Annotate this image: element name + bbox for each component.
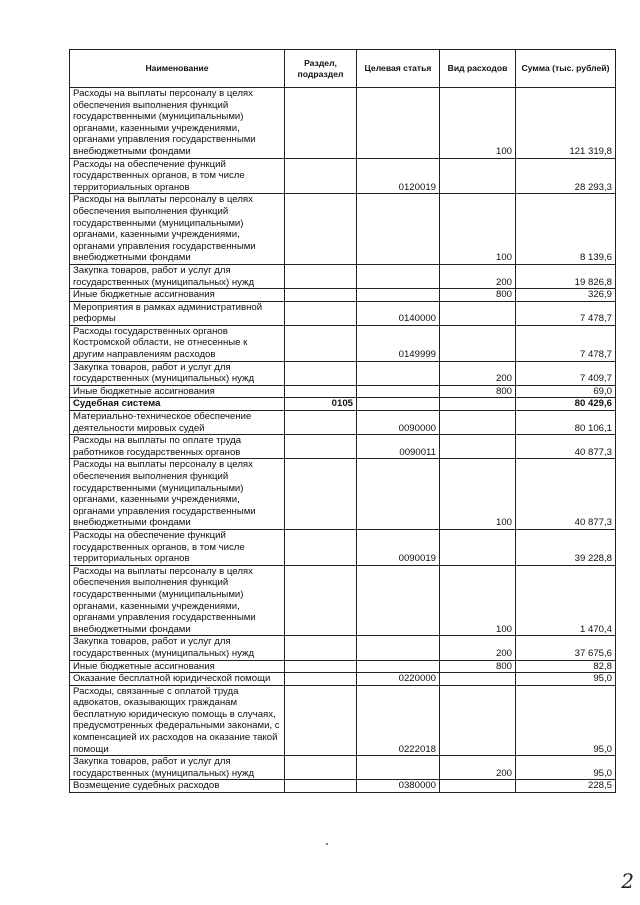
- cell-target: 0149999: [357, 325, 440, 361]
- table-row: [70, 88, 616, 159]
- header-row: [70, 50, 616, 88]
- table-body: [70, 88, 616, 793]
- cell-sum: 7 478,7: [516, 301, 616, 325]
- cell-kind: 200: [440, 361, 516, 385]
- table-row: [70, 780, 616, 793]
- cell-kind: [440, 673, 516, 686]
- cell-name: Иные бюджетные ассигнования: [70, 289, 285, 302]
- cell-name: Расходы, связанные с оплатой труда адвокатов, оказывающих гражданам бесплатную юридическую помощь в случаях, предусмотренных федеральными законами, с компенсацией их расходов на оказание такой помощи: [70, 685, 285, 756]
- cell-sum: 39 228,8: [516, 529, 616, 565]
- cell-kind: [440, 780, 516, 793]
- cell-section: [285, 660, 357, 673]
- cell-sum: 7 478,7: [516, 325, 616, 361]
- table-row: [70, 385, 616, 398]
- cell-target: [357, 361, 440, 385]
- table-row: [70, 756, 616, 780]
- cell-sum: 95,0: [516, 685, 616, 756]
- cell-kind: 100: [440, 88, 516, 159]
- cell-name: Закупка товаров, работ и услуг для государственных (муниципальных) нужд: [70, 756, 285, 780]
- cell-name: Закупка товаров, работ и услуг для государственных (муниципальных) нужд: [70, 636, 285, 660]
- cell-sum: 40 877,3: [516, 459, 616, 530]
- cell-name: Расходы на выплаты персоналу в целях обеспечения выполнения функций государственными (муниципальными) органами, казенными учреждениями, органами управления государственными внебюджетными фондами: [70, 565, 285, 636]
- cell-kind: 100: [440, 459, 516, 530]
- table-row: [70, 636, 616, 660]
- cell-section: [285, 361, 357, 385]
- cell-kind: 800: [440, 289, 516, 302]
- table-row: [70, 264, 616, 288]
- cell-sum: 69,0: [516, 385, 616, 398]
- cell-sum: 37 675,6: [516, 636, 616, 660]
- cell-sum: 95,0: [516, 756, 616, 780]
- cell-name: Расходы на выплаты персоналу в целях обеспечения выполнения функций государственными (муниципальными) органами, казенными учреждениями, органами управления государственными внебюджетными фондами: [70, 194, 285, 265]
- header-name: Наименование: [70, 50, 285, 88]
- cell-name: Мероприятия в рамках административной реформы: [70, 301, 285, 325]
- cell-name: Оказание бесплатной юридической помощи: [70, 673, 285, 686]
- cell-kind: 200: [440, 756, 516, 780]
- cell-section: [285, 158, 357, 194]
- cell-name: Закупка товаров, работ и услуг для государственных (муниципальных) нужд: [70, 361, 285, 385]
- cell-target: [357, 194, 440, 265]
- cell-target: [357, 660, 440, 673]
- cell-section: [285, 385, 357, 398]
- cell-section: [285, 88, 357, 159]
- cell-target: [357, 289, 440, 302]
- header-kind: Вид расходов: [440, 50, 516, 88]
- cell-name: Расходы на обеспечение функций государственных органов, в том числе территориальных органов: [70, 158, 285, 194]
- table-row: [70, 158, 616, 194]
- cell-sum: 40 877,3: [516, 435, 616, 459]
- header-section: Раздел, подраздел: [285, 50, 357, 88]
- table-row: [70, 435, 616, 459]
- table-row: [70, 459, 616, 530]
- cell-kind: 200: [440, 636, 516, 660]
- table-row: [70, 673, 616, 686]
- cell-kind: [440, 158, 516, 194]
- cell-target: 0120019: [357, 158, 440, 194]
- cell-target: [357, 459, 440, 530]
- cell-name: Расходы государственных органов Костромской области, не отнесенные к другим направлениям расходов: [70, 325, 285, 361]
- table-row: [70, 289, 616, 302]
- cell-section: [285, 756, 357, 780]
- cell-target: [357, 756, 440, 780]
- budget-table: [69, 49, 616, 793]
- header-target: Целевая статья: [357, 50, 440, 88]
- cell-section: [285, 194, 357, 265]
- table-row: [70, 398, 616, 411]
- page-number-mark: 2: [621, 869, 634, 893]
- cell-name: Возмещение судебных расходов: [70, 780, 285, 793]
- cell-target: [357, 636, 440, 660]
- cell-name: Судебная система: [70, 398, 285, 411]
- cell-name: Закупка товаров, работ и услуг для государственных (муниципальных) нужд: [70, 264, 285, 288]
- table-row: [70, 411, 616, 435]
- table-row: [70, 325, 616, 361]
- cell-target: 0140000: [357, 301, 440, 325]
- cell-section: [285, 459, 357, 530]
- cell-name: Материально-техническое обеспечение деятельности мировых судей: [70, 411, 285, 435]
- cell-kind: [440, 398, 516, 411]
- cell-kind: [440, 435, 516, 459]
- table-row: [70, 194, 616, 265]
- cell-kind: [440, 685, 516, 756]
- cell-section: [285, 301, 357, 325]
- cell-sum: 7 409,7: [516, 361, 616, 385]
- cell-section: [285, 529, 357, 565]
- cell-section: [285, 673, 357, 686]
- cell-sum: 28 293,3: [516, 158, 616, 194]
- cell-target: 0380000: [357, 780, 440, 793]
- cell-kind: [440, 301, 516, 325]
- cell-target: 0090011: [357, 435, 440, 459]
- cell-name: Иные бюджетные ассигнования: [70, 660, 285, 673]
- cell-target: 0220000: [357, 673, 440, 686]
- cell-sum: 326,9: [516, 289, 616, 302]
- cell-section: [285, 264, 357, 288]
- cell-kind: 800: [440, 660, 516, 673]
- cell-name: Расходы на выплаты по оплате труда работников государственных органов: [70, 435, 285, 459]
- table-row: [70, 361, 616, 385]
- table-row: [70, 301, 616, 325]
- table-row: [70, 660, 616, 673]
- cell-sum: 19 826,8: [516, 264, 616, 288]
- cell-sum: 228,5: [516, 780, 616, 793]
- table-row: [70, 685, 616, 756]
- cell-section: [285, 411, 357, 435]
- cell-kind: [440, 411, 516, 435]
- cell-name: Расходы на выплаты персоналу в целях обеспечения выполнения функций государственными (муниципальными) органами, казенными учреждениями, органами управления государственными внебюджетными фондами: [70, 459, 285, 530]
- cell-kind: [440, 529, 516, 565]
- cell-section: [285, 325, 357, 361]
- cell-target: [357, 565, 440, 636]
- cell-target: [357, 264, 440, 288]
- cell-name: Иные бюджетные ассигнования: [70, 385, 285, 398]
- cell-name: Расходы на обеспечение функций государственных органов, в том числе территориальных органов: [70, 529, 285, 565]
- cell-kind: [440, 325, 516, 361]
- cell-sum: 82,8: [516, 660, 616, 673]
- cell-name: Расходы на выплаты персоналу в целях обеспечения выполнения функций государственными (муниципальными) органами, казенными учреждениями, органами управления государственными внебюджетными фондами: [70, 88, 285, 159]
- cell-sum: 80 429,6: [516, 398, 616, 411]
- cell-sum: 121 319,8: [516, 88, 616, 159]
- cell-section: [285, 780, 357, 793]
- table-row: [70, 565, 616, 636]
- scan-speck: [326, 843, 328, 845]
- cell-section: [285, 636, 357, 660]
- cell-sum: 80 106,1: [516, 411, 616, 435]
- cell-section: 0105: [285, 398, 357, 411]
- cell-target: [357, 385, 440, 398]
- table-row: [70, 529, 616, 565]
- cell-section: [285, 435, 357, 459]
- cell-kind: 800: [440, 385, 516, 398]
- cell-kind: 100: [440, 194, 516, 265]
- cell-target: 0090000: [357, 411, 440, 435]
- cell-target: 0222018: [357, 685, 440, 756]
- cell-kind: 100: [440, 565, 516, 636]
- cell-section: [285, 685, 357, 756]
- cell-target: 0090019: [357, 529, 440, 565]
- cell-section: [285, 565, 357, 636]
- cell-section: [285, 289, 357, 302]
- cell-sum: 1 470,4: [516, 565, 616, 636]
- cell-sum: 8 139,6: [516, 194, 616, 265]
- cell-kind: 200: [440, 264, 516, 288]
- cell-sum: 95,0: [516, 673, 616, 686]
- cell-target: [357, 88, 440, 159]
- header-sum: Сумма (тыс. рублей): [516, 50, 616, 88]
- cell-target: [357, 398, 440, 411]
